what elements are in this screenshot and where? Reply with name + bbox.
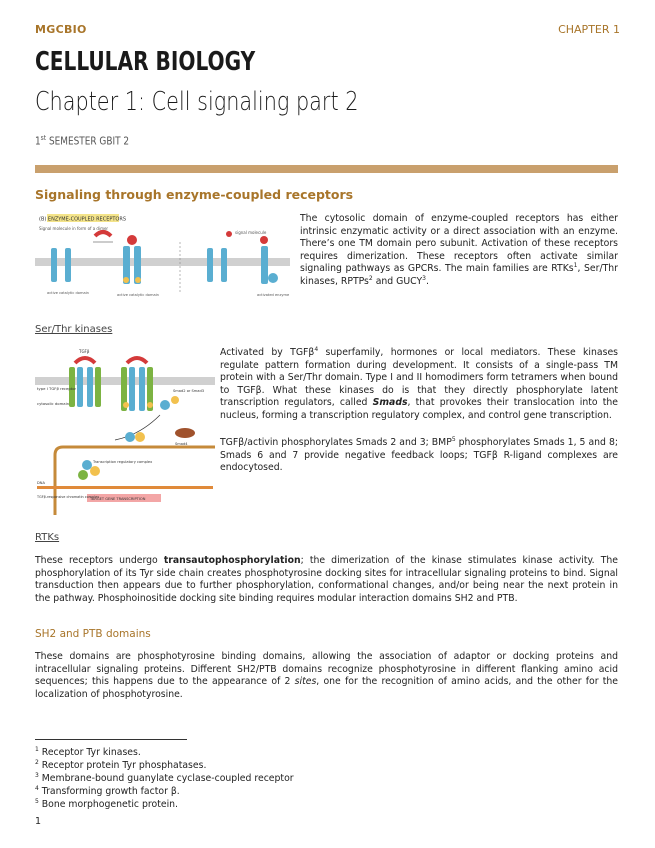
page-number: 1 [35, 816, 42, 827]
title-divider-bar [35, 165, 618, 173]
sh2-ptb-heading: SH2 and PTB domains [35, 628, 151, 640]
chapter-label: CHAPTER 1 [558, 23, 620, 36]
figure2-dna-label: DNA [37, 481, 45, 485]
footnote-3: $^3$ Membrane-bound guanylate cyclase-coupled receptor [35, 772, 294, 785]
serthr-paragraph-1: Activated by TGFβ$^4$ superfamily, hormones or local mediators. These kinases regulate pattern formation during development. It consists of a single-pass TM protein with a Ser/Thr domain. Type I and II homodimers form tetramers when bound to TGFβ. What these kinases do is that they directly phosphorylate latent transcription regulators, called Smads, that provokes their translocation into the nucleus, forming a transcription regulatory complex, and control gene transcription. [220, 345, 619, 421]
figure2-nucleus-label: Smad4 [175, 442, 188, 446]
document-subtitle: Chapter 1: Cell signaling part 2 [35, 87, 359, 117]
document-title: CELLULAR BIOLOGY [35, 47, 256, 77]
footnote-2: $^2$ Receptor protein Tyr phosphatases. [35, 759, 207, 772]
section-heading: Signaling through enzyme-coupled receptors [35, 187, 354, 202]
figure1-cap-left: active catalytic domain [47, 291, 89, 295]
figure2-partner-label: Transcription regulatory complex [93, 460, 153, 464]
semester-label: 1st SEMESTER GBIT 2 [35, 134, 130, 148]
figure2-top-label: TGFβ [79, 349, 90, 354]
intro-paragraph: The cytosolic domain of enzyme-coupled receptors has either intrinsic enzymatic activity or a direct association with an enzyme. There’s one TM domain pero subunit. Activation of these receptors requires dimerization. These receptors often activate similar signaling pathways as GPCRs. The main families are RTKs$^1$, Ser/Thr kinases, RPTPs$^2$ and GUCY$^3$. [300, 213, 618, 287]
footnote-4: $^4$ Transforming growth factor β. [35, 785, 180, 798]
footnote-5: $^5$ Bone morphogenetic protein. [35, 798, 178, 811]
figure2-foot-label: TGFβ-responsive chromatin complex [37, 495, 100, 499]
tgf-beta-signaling-figure [35, 345, 215, 515]
figure1-note-right: signal molecule [235, 230, 267, 235]
figure2-type1-label: type I TGFβ receptor [37, 386, 77, 391]
enzyme-coupled-receptors-figure [35, 212, 290, 302]
figure1-note-left: Signal molecule in form of a dimer [39, 226, 109, 231]
figure1-cap-mid: active catalytic domain [117, 293, 159, 297]
figure2-target-label: TARGET GENE TRANSCRIPTION [90, 497, 146, 501]
sh2-ptb-paragraph: These domains are phosphotyrosine binding domains, allowing the association of adaptor or docking proteins and intracellular signaling proteins. Different SH2/PTB domains recognize phosphotyrosine in different flanking amino acid sequences; this happens due to the appearance of 2 sites, one for the recognition of amino acids, and the other for the localization of phosphotyrosine. [35, 651, 619, 700]
figure1-cap-right: activated enzyme [257, 293, 290, 297]
figure2-smad-label: Smad2 or Smad3 [173, 389, 205, 393]
figure2-cytosol-label: cytosolic domain [37, 401, 70, 406]
footnote-1: $^1$ Receptor Tyr kinases. [35, 746, 141, 759]
footnote-divider [35, 739, 187, 740]
serthr-paragraph-2: TGFβ/activin phosphorylates Smads 2 and 3; BMP$^5$ phosphorylates Smads 1, 5 and 8; Smads 6 and 7 provide negative feedback loops; TGFβ R-ligand complexes are endocytosed. [220, 435, 618, 474]
rtks-paragraph: These receptors undergo transautophosphorylation; the dimerization of the kinase stimulates kinase activity. The phosphorylation of its Tyr side chain creates phosphotyrosine docking sites for intracellular signaling proteins to bind. Signal transduction then appears due to further phosphorylation, conformational changes, and/or being near the next protein in the pathway. Phosphoinositide docking site binding requires modular interaction domains SH2 and PTB. [35, 555, 618, 604]
serthr-heading: Ser/Thr kinases [35, 324, 113, 335]
figure1-label: (B) ENZYME-COUPLED RECEPTORS [39, 216, 126, 223]
rtks-heading: RTKs [35, 532, 60, 543]
brand-label: MGCBIO [35, 23, 87, 36]
